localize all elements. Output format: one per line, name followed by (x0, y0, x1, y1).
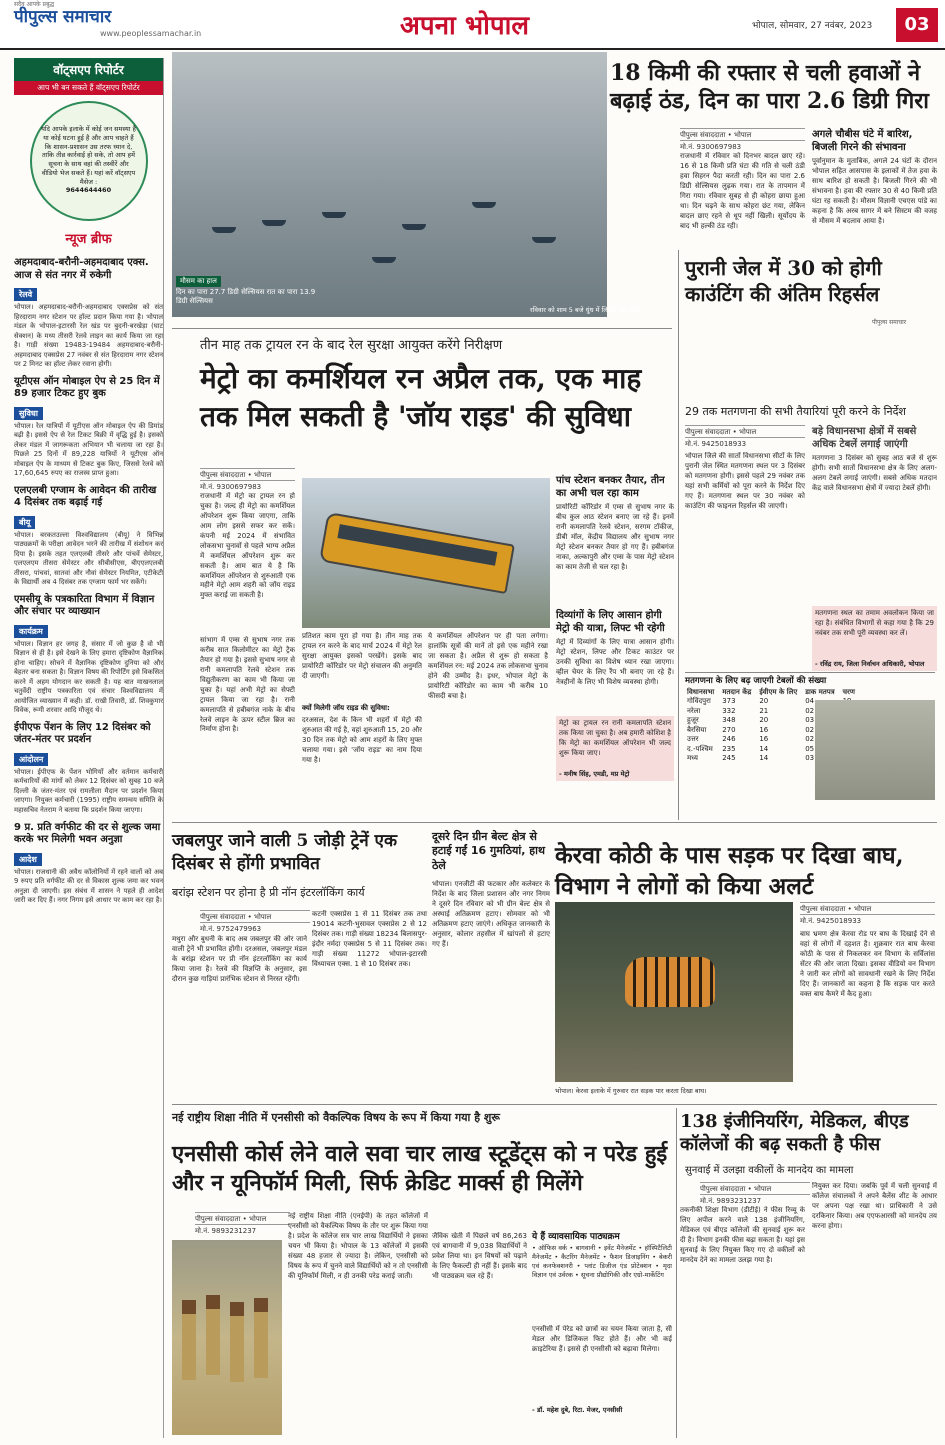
brief-headline[interactable]: एलएलबी एग्जाम के आवेदन की तारीख 4 दिसंबर तक बढ़ाई गई (14, 484, 157, 509)
boat-shape (372, 257, 396, 263)
table-cell: 03 (805, 754, 815, 763)
weather-byline: पीपुल्स संवाददाता • भोपाल (680, 128, 805, 140)
course-item: प्लांट डिजीज एंड प्रोटेक्शन (584, 1262, 652, 1271)
course-item: हॉस्पिटैलिटी मैनेजमेंट (532, 1243, 672, 1261)
table-header: चरण (842, 688, 855, 696)
table-cell: 21 (759, 706, 769, 715)
ncc-headline[interactable]: एनसीसी कोर्स लेने वाले सवा चार लाख स्टूडेंट्स को न परेड हुई और न यूनिफॉर्म मिली, सिर्फ क्रेडिट मार्क्स ही मिलेंगे (172, 1141, 668, 1196)
whatsapp-text: यदि आपके इलाके में कोई जन समस्या है या कोई घटना हुई है और आप चाहते हैं कि शासन-प्रशासन उस तरफ ध्यान दे, ताकि तीव्र कार्रवाई हो सके, तो आप हमें सूचना के साथ वहां की तस्वीरें और वीडियो भेज सकते हैं। यहां करें वॉट्सएप मैसेज : (41, 125, 136, 186)
jail-quote: मतगणना स्थल का तमाम अवलोकन किया जा रहा है। संबंधित विभागों से कहा गया है कि 29 नवंबर तक सभी पूरी व्यवस्था कर लें। (815, 609, 934, 637)
table-cell: 373 (722, 697, 736, 706)
metro-train-shape (319, 512, 515, 594)
jail-byline-block (685, 425, 805, 449)
metro-photo-caption: प्रतिशत काम पूरा हो गया है। तीन माह तक ट्रायल रन करने के बाद मार्च 2024 में मेट्रो रेल सुरक्षा आयुक्त इसको परखेंगे। इसके बाद प्रायोरिटी कॉरिडोर पर मेट्रो संचालन की अनुमति दी जाएगी। (302, 632, 422, 680)
brief-tag: रेलवे (14, 288, 37, 301)
divider (676, 1108, 677, 1438)
brief-text: भोपाल। अहमदाबाद-बरौनी-अहमदाबाद एक्सप्रेस को संत हिरदाराम नगर स्टेशन पर हॉल्ट प्रदान किया गया है। भोपाल मंडल के भोपाल-इटारसी रेल खंड पर बुदनी-बरखेड़ा (घाट सेक्शन) के मध्य तीसरी रेलवे लाइन का कार्य किया जा रहा है। गाड़ी संख्या 19483-19484 अहमदाबाद-बरौनी-अहमदाबाद एक्सप्रेस 27 नवंबर से संत हिरदाराम नगर स्टेशन पर 2 मिनट का हॉल्ट लेकर रवाना होगी। (14, 303, 163, 369)
ncc-sidebar (532, 1232, 672, 1281)
left-column (14, 58, 164, 1438)
brief-headline[interactable]: अहमदाबाद-बरौनी-अहमदाबाद एक्स. आज से संत नगर में रुकेगी (14, 257, 149, 281)
kerva-body: बाघ भ्रमण क्षेत्र केरवा रोड पर बाघ के दिखाई देने से वहां से लोगों में दहशत है। शुक्रवार रात बाघ केरवा कोठी के पास से निकलकर वन विभाग के सर्विलांस सेंटर की ओर जाता दिखा। इसका वीडियो वन विभाग ने जारी कर लोगों को सावधानी रखने के लिए निर्देश दिए हैं। जानकारों का कहना है कि सड़क पार करते वक्त बाघ कैमरे में कैद हुआ। (800, 930, 935, 998)
jail-quote-by: - रविंद्र राय, जिला निर्वाचन अधिकारी, भोपाल (815, 660, 925, 668)
table-cell: उत्तर (687, 735, 699, 744)
jail-table-title: मतगणना के लिए बढ़ जाएगी टेबलों की संख्या (685, 672, 935, 686)
metro-sidebar (556, 474, 674, 781)
table-cell: 332 (722, 706, 736, 715)
brief-headline[interactable]: ईपीएफ पेंशन के लिए 12 दिसंबर को जंतर-मंतर पर प्रदर्शन (14, 721, 151, 746)
weather-side-head: अगले चौबीस घंटे में बारिश, बिजली गिरने की संभावना (812, 129, 913, 153)
kerva-photo-caption: भोपाल। केरवा इलाके में गुरुवार रात सड़क पार करता दिखा बाघ। (555, 1087, 707, 1095)
boat-shape (402, 224, 426, 230)
whatsapp-reporter-subtitle: आप भी बन सकते हैं वॉट्सएप रिपोर्टर (14, 81, 163, 95)
brief-text: भोपाल। ईपीएफ के पेंशन भोगियों और वर्तमान कर्मचारी कर्मचारियों की मांगों को लेकर 12 दिसंबर को सुबह 10 बजे दिल्ली के जंतर-मंतर एवं रामलीला मैदान पर प्रदर्शन किया जाएगा। नियुक्त कर्मचारी (1995) राष्ट्रीय समन्वय समिति के महासचिव नेतराम ने बताया कि प्रदर्शन किया जाएगा। (14, 767, 163, 814)
greenbelt-headline[interactable]: दूसरे दिन ग्रीन बेल्ट क्षेत्र से हटाई गईं 16 गुमठियां, हाथ ठेले (432, 830, 545, 872)
table-cell: 20 (759, 716, 769, 725)
ncc-body: नई राष्ट्रीय शिक्षा नीति (एनईपी) के तहत कॉलेजों में एनसीसी को वैकल्पिक विषय के तौर पर शुरू किया गया है। प्रदेश के कॉलेज सत्र चार लाख विद्यार्थियों ने इसका चयन भी किया है। भोपाल के 13 कॉलेजों में इसकी संख्या 48 हजार से ज्यादा है। लेकिन, एनसीसी को विषय के रूप में चुनने वाले विद्यार्थियों को न तो एनसीसी की यूनिफॉर्म मिली, न ही उनकी परेड कराई जाती। (288, 1212, 428, 1280)
jail-mobile: मो.नं. 9425018933 (685, 437, 805, 449)
engineering-headline[interactable]: 138 इंजीनियरिंग, मेडिकल, बीएड कॉलेजों की बढ़ सकती है फीस (680, 1111, 909, 1156)
jail-subhead: 29 तक मतगणना की सभी तैयारियां पूरी करने के निर्देश (685, 405, 906, 418)
table-cell: मध्य (687, 754, 698, 763)
newspaper-logo[interactable]: पीपुल्स समाचार (14, 7, 112, 27)
table-cell: 14 (759, 754, 769, 763)
whatsapp-bubble (30, 101, 148, 221)
brief-item (14, 594, 163, 716)
table-cell: 14 (759, 744, 769, 753)
metro-side-head-2: दिव्यांगों के लिए आसान होगी मेट्रो की यात्रा, लिफ्ट भी रहेगी (556, 610, 665, 634)
table-cell: बैरसिया (687, 725, 707, 734)
table-header: ईवीएम के लिए (759, 688, 798, 696)
table-header: मतदान केंद्र (722, 688, 752, 696)
metro-body-2: सांभाग में एम्स से सुभाष नगर तक करीब सात किलोमीटर का मेट्रो ट्रैक तैयार हो गया है। इससे सुभाष नगर से रानी कमलापति रेलवे स्टेशन तक विद्युतीकरण का काम भी किया जा चुका है। यहां अभी मेट्रो का सेफ्टी ट्रायल किया जा रहा है। रानी कमलापति से हबीबगंज नाके के बीच रेलवे लाइन के ऊपर स्टील ब्रिज का निर्माण होना है। (200, 636, 295, 734)
jail-body: भोपाल जिले की सातों विधानसभा सीटों के लिए पुरानी जेल स्थित मतगणना स्थल पर 3 दिसंबर को मतगणना होगी। इससे पहले 29 नवंबर तक यहां सभी कर्मियों को पूरा करने के निर्देश दिए गए हैं। मतगणना स्थल पर 30 नवंबर को काउंटिंग की फाइनल रिहर्सल की जाएगी। (685, 452, 805, 510)
divider (172, 822, 937, 823)
metro-kicker: तीन माह तक ट्रायल रन के बाद रेल सुरक्षा आयुक्त करेंगे निरीक्षण (200, 338, 503, 353)
course-item: बागवानी (575, 1243, 596, 1252)
section-title: अपना भोपाल (400, 11, 529, 41)
kerva-headline[interactable]: केरवा कोठी के पास सड़क पर दिखा बाघ, विभाग ने लोगों को किया अलर्ट (555, 842, 904, 901)
metro-quote: मेट्रो का ट्रायल रन रानी कमलापति स्टेशन तक किया जा चुका है। अब हमारी कोशिश है कि मेट्रो का कमर्शियल ऑपरेशन भी जल्द शुरू किया जाए। (559, 719, 671, 757)
table-cell: 02 (805, 735, 815, 744)
lake-boats-photo[interactable] (172, 52, 607, 317)
ncc-body-2-anchor (330, 1380, 331, 1381)
metro-train-photo[interactable] (302, 478, 550, 628)
kerva-mobile: मो.नं. 9425018933 (800, 914, 935, 926)
jail-sidebar (812, 425, 937, 604)
page-number: 03 (896, 8, 938, 42)
table-cell: द.-पश्चिम (687, 744, 713, 753)
greenbelt-body: भोपाल। एनजीटी की फटकार और कलेक्टर के निर्देश के बाद जिला प्रशासन और नगर निगम ने दूसरे दिन रविवार को भी ग्रीन बेल्ट क्षेत्र से अस्थाई अतिक्रमण हटाए। सोमवार को भी अतिक्रमण हटाए जाएंगे। अधिकृत जानकारी के अनुसार, कोलार तहसील में खांपलों से हटाए गए हैं। (432, 880, 550, 948)
metro-quote-box (556, 716, 674, 781)
weather-body: राजधानी में रविवार को दिनभर बादल छाए रहे। 16 से 18 किमी प्रति घंटा की गति से चली ठंडी हवा सिहरन पैदा करती रही। दिन का पारा 2.6 डिग्री सेल्सियस लुढ़क गया। रात के तापमान में गिरा गया। रविवार सुबह से ही कोहरा छाया हुआ था। दिन चढ़ने के साथ कोहरा छंट गया, लेकिन बादल छाए रहने से धूप नहीं खिली। सूर्योदय के बाद भी हल्की ठंड रही। (680, 152, 805, 230)
divider (172, 1104, 937, 1105)
masthead (0, 0, 945, 50)
ncc-byline: पीपुल्स संवाददाता • भोपाल (195, 1212, 290, 1224)
engineering-body: तकनीकी शिक्षा विभाग (डीटीई) ने फीस रिव्यू के लिए अपील करने वाले 138 इंजीनियरिंग, मेडिकल एवं बीएड कॉलेजों की सुनवाई शुरू कर दी है। विभाग इनकी फीस बढ़ा सकता है। यहां इस सुनवाई के लिए नियुक्त किए गए दो वकीलों को मानदेय देने का मामला उलझ गया है। (680, 1206, 805, 1264)
ncc-quote-block (532, 1325, 672, 1414)
weather-byline-block (680, 128, 805, 152)
brief-text: भोपाल। विज्ञान हर जगह है, संसार में जो कुछ है वो भी विज्ञान से ही है। इसे देखने के लिए हमारा दृष्टिकोण वैज्ञानिक होना चाहिए। सोचने में वैज्ञानिक दृष्टिकोण दुनिया को और बेहतर बना सकता है। विज्ञान विषय की रिपोर्टिंग इसे विकसित करने में अहम योगदान कर सकती है। यह बात माखनलाल चतुर्वेदी राष्ट्रीय पत्रकारिता एवं संचार विश्वविद्यालय में आयोजित व्याख्यान में कही। डॉ. राखी तिवारी, डॉ. शिवकुमार विवेक, रूमी शरवार आदि मौजूद थे। (14, 639, 163, 715)
ncc-side-head: ये हैं व्यावसायिक पाठ्यक्रम (532, 1232, 620, 1242)
ncc-quote: एनसीसी में पेरेड को छात्रों का चयन किया जाता है, सी मेडल और डिजिकल फिट होते हैं। और भी कई क्राइटेरिया हैं। इससे ही एनसीसी को बढ़ावा मिलेगा। (532, 1325, 672, 1353)
weather-side-body: पूर्वानुमान के मुताबिक, अगले 24 घंटों के दौरान भोपाल सहित आसपास के इलाकों में तेज हवा के साथ बारिश हो सकती है। बिजली गिरने की भी संभावना है। हवा की रफ्तार 30 से 40 किमी प्रति घंटा रह सकती है। मौसम विज्ञानी एचएस पांडे का कहना है कि अरब सागर में बने सिस्टम की वजह से मौसम में बदलाव आया है। (812, 157, 937, 225)
table-cell: 16 (759, 725, 769, 734)
ncc-byline-block (195, 1212, 290, 1236)
table-cell: 04 (805, 697, 815, 706)
brief-item (14, 722, 163, 816)
metro-subhead: क्यों मिलेगी जॉय राइड की सुविधा: (302, 704, 390, 712)
brief-headline[interactable]: एमसीयू के पत्रकारिता विभाग में विज्ञान और संचार पर व्याख्यान (14, 593, 155, 618)
engineering-byline-block (700, 1182, 810, 1206)
brief-tag: सुविधा (14, 407, 43, 420)
police-photo[interactable] (815, 700, 935, 800)
engineering-mobile: मो.नं. 9893231237 (700, 1194, 810, 1206)
brief-item (14, 257, 163, 370)
cadet-shape (206, 1295, 220, 1375)
weather-photo-credit: रविवार को शाम 5 बजे धुंध में लिपटी बड़ी झील। (530, 306, 643, 314)
ncc-cadets-photo[interactable] (172, 1240, 282, 1435)
table-cell: 16 (759, 735, 769, 744)
cadet-shape (230, 1302, 244, 1382)
course-item: सूचना प्रौद्योगिकी और एग्रो-मार्केटिंग (580, 1271, 664, 1280)
jabalpur-mobile: मो.नं. 9752479963 (200, 922, 310, 934)
jail-headline[interactable]: पुरानी जेल में 30 को होगी काउंटिंग की अंतिम रिहर्सल (685, 256, 882, 306)
metro-body-1: राजधानी में मेट्रो का ट्रायल रन हो चुका है। जल्द ही मेट्रो का कमर्शियल ऑपरेशन शुरू किया जाएगा, ताकि आम लोग इससे सफर कर सकें। कंपनी मई 2024 में संभावित लोकसभा चुनावों से पहले भाग्य अप्रैल में कमर्शियल ऑपरेशन शुरू कर सकती है। आम बात ये है कि कमर्शियल ऑपरेशन से शुरुआती एक महीने मेट्रो आम शहरी को जॉय राइड मुफ्त कराई जा सकती है। (200, 492, 295, 600)
jabalpur-kicker: बरांझ स्टेशन पर होना है प्री नॉन इंटरलॉकिंग कार्य (172, 886, 365, 899)
jail-side-head: बड़े विधानसभा क्षेत्रों में सबसे अधिक टेबलें लगाई जाएंगी (812, 426, 917, 450)
course-item: मृदा विज्ञान एवं उर्वरक (532, 1262, 672, 1280)
brief-item (14, 822, 163, 906)
table-cell: 03 (805, 716, 815, 725)
engineering-subhead: सुनवाई में उलझा वकीलों के मानदेय का मामला (685, 1165, 854, 1176)
metro-byline: पीपुल्स संवाददाता • भोपाल (200, 468, 295, 480)
course-item: फैशन डिजाइनिंग (609, 1252, 650, 1261)
ncc-mobile: मो.नं. 9893231237 (195, 1224, 290, 1236)
course-item: कैटरिंग मैनेजमेंट (561, 1252, 600, 1261)
brief-tag: आंदोलन (14, 753, 48, 766)
metro-body-4: ये कमर्शियल ऑपरेशन पर ही पता लगेगा। हालांकि सूत्रों की मानें तो इसे एक महीने रखा जा सकता है। अप्रैल से शुरू हो सकता है कमर्शियल रन: मई 2024 तक लोकसभा चुनाव होने की उम्मीद है। इधर, भोपाल मेट्रो के प्रायोरिटी कॉरिडोर का काम भी करीब 10 फीसदी बचा है। (428, 632, 548, 700)
ncc-course-list: • ऑफिस वर्क • बागवानी • इवेंट मैनेजमेंट • हॉस्पिटैलिटी मैनेजमेंट • कैटरिंग मैनेजमेंट • फैशन डिजाइनिंग • बेकरी एवं कनफेक्शनरी • प्लांट डिजीज एंड प्रोटेक्शन • मृदा विज्ञान एवं उर्वरक • सूचना प्रौद्योगिकी और एग्रो-मार्केटिंग (532, 1243, 672, 1280)
metro-side-body: प्रायोरिटी कॉरिडोर में एम्स से सुभाष नगर के बीच कुल आठ स्टेशन बनाए जा रहे हैं। इनमें रानी कमलापति रेलवे स्टेशन, सरगम टॉकीज, डीबी मॉल, केंद्रीय विद्यालय और सुभाष नगर मेट्रो स्टेशन बनकर तैयार हो गए हैं। हबीबगंज नाका, अल्कापुरी और एम्स के पास मेट्रो स्टेशन का काम तेजी से चल रहा है। (556, 503, 674, 571)
course-item: ऑफिस वर्क (538, 1243, 568, 1252)
weather-mobile: मो.नं. 9300697983 (680, 140, 805, 152)
metro-side-body-2: मेट्रो में दिव्यांगों के लिए यात्रा आसान होगी। मेट्रो स्टेशन, लिफ्ट और टिकट काउंटर पर उनकी सुविधा का विशेष ध्यान रखा जाएगा। व्हील चेयर के लिए रैंप भी बनाए जा रहे हैं। नेत्रहीनों के लिए भी विशेष व्यवस्था होगी। (556, 638, 674, 686)
jail-byline: पीपुल्स संवाददाता • भोपाल (685, 425, 805, 437)
brief-tag: बीयू (14, 516, 35, 529)
engineering-byline: पीपुल्स संवाददाता • भोपाल (700, 1182, 810, 1194)
table-cell: गोविंदपुरा (687, 697, 711, 706)
engineering-body-2: नियुक्त कर दिया। जबकि पूर्व में चली सुनवाई में कॉलेज संचालकों ने अपने बैलेंस शीट के आधार पर अपना पक्ष रखा था। प्राधिकारी ने उसे दरकिनार किया। अब एएफआरसी को मानदेय तय करना होगा। (812, 1182, 937, 1230)
table-cell: 05 (805, 744, 815, 753)
whatsapp-reporter-title: वॉट्सएप रिपोर्टर (14, 58, 163, 81)
table-cell: 246 (722, 735, 736, 744)
jail-side-body: मतगणना 3 दिसंबर को सुबह आठ बजे से शुरू होगी। सभी सातों विधानसभा क्षेत्र के लिए अलग-अलग टेबलें लगाई जाएंगी। सबसे अधिक मतदान केंद्र वाले विधानसभा क्षेत्रों में ज्यादा टेबलें होंगी। (812, 454, 937, 492)
jabalpur-body-2: कटनी एक्सप्रेस 1 से 11 दिसंबर तक तथा 19014 कटनी-भुसावल एक्सप्रेस 2 से 12 दिसंबर तक। गाड़ी संख्या 18234 बिलासपुर-इंदौर नर्मदा एक्सप्रेस 5 से 11 दिसंबर तक। गाड़ी संख्या 11272 भोपाल-इटारसी विंध्याचल एक्स. 1 से 10 दिसंबर तक। (312, 910, 427, 968)
ncc-quote-by: - डॉ. महेश दुबे, रिटा. मेजर, एनसीसी (532, 1406, 623, 1414)
brief-item (14, 485, 163, 588)
metro-side-kicker: पांच स्टेशन बनकर तैयार, तीन का अभी चल रहा काम (556, 475, 665, 499)
jabalpur-headline[interactable]: जबलपुर जाने वाली 5 जोड़ी ट्रेनें एक दिसंबर से होंगी प्रभावित (172, 831, 398, 874)
boat-shape (322, 212, 346, 218)
table-cell: 02 (805, 706, 815, 715)
ncc-side-body: जैविक खेती में पिछले वर्ष 86,263 एवं बागवानी में 9,038 विद्यार्थियों ने प्रवेश लिया था। इन विषयों को पढ़ाने के लिए फैकल्टी ही नहीं हैं। इसके बाद भी पाठ्यक्रम चल रहे हैं। (432, 1232, 527, 1280)
ncc-kicker: नई राष्ट्रीय शिक्षा नीति में एनसीसी को वैकल्पिक विषय के रूप में किया गया है शुरू (172, 1111, 500, 1124)
table-cell: 245 (722, 754, 736, 763)
kerva-byline-block (800, 902, 935, 926)
metro-quote-by: - मनीष सिंह, एमडी, मप्र मेट्रो (559, 770, 630, 778)
boat-shape (262, 220, 286, 226)
table-cell: 20 (759, 697, 769, 706)
course-item: बेकरी एवं कनफेक्शनरी (532, 1252, 672, 1271)
table-cell: हुजूर (687, 716, 699, 725)
table-header: विधानसभा (687, 688, 715, 696)
brief-text: भोपाल। रेल यात्रियों में यूटीएस ऑन मोबाइल ऐप की डिमांड बढ़ी है। इससे ऐप से रेल टिकट बिक्री में वृद्धि हुई है। इसको लेकर मंडल में जागरूकता अभियान भी चलाया जा रहा है। पिछले 25 दिनों में 89,228 यात्रियों ने यूटीएस ऑन मोबाइल ऐप के माध्यम से टिकट बुक किए, जिससे रेलवे को 17,60,645 रुपए का राजस्व प्राप्त हुआ। (14, 421, 163, 478)
jabalpur-byline-block (200, 910, 310, 934)
table-cell: नरेला (687, 706, 701, 715)
jail-quote-box (812, 606, 937, 671)
brief-tag: आदेश (14, 853, 42, 866)
metro-headline[interactable]: मेट्रो का कमर्शियल रन अप्रैल तक, एक माह तक मिल सकती है 'जॉय राइड' की सुविधा (200, 362, 642, 433)
news-brief-title: न्यूज ब्रीफ (65, 232, 112, 247)
brand-tagline: सदैव आपके प्रबुद्ध (14, 1, 55, 8)
boat-shape (212, 227, 236, 233)
course-item: इवेंट मैनेजमेंट (603, 1243, 636, 1252)
table-cell: 270 (722, 725, 736, 734)
brief-item (14, 376, 163, 479)
brief-tag: कार्यक्रम (14, 625, 48, 638)
brief-headline[interactable]: 9 प्र. प्रति वर्गफीट की दर से शुल्क जमा करके भर मिलेगी भवन अनुज्ञा (14, 821, 161, 845)
table-cell: 235 (722, 744, 736, 753)
metro-body-3: दरअसल, देश के किन भी शहरों में मेट्रो की शुरुआत की गई है, वहां शुरुआती 15, 20 और 30 दिन तक मेट्रो को आम शहरों के लिए मुफ्त चलाया गया। इसे 'जॉय राइड' का नाम दिया गया है। (302, 716, 422, 764)
kerva-byline: पीपुल्स संवाददाता • भोपाल (800, 902, 935, 914)
whatsapp-number[interactable]: 9644644460 (65, 186, 112, 195)
jabalpur-body: मथुरा और बुधनी के बाद अब जबलपुर की ओर जाने वाली ट्रेनें भी प्रभावित होंगी। दरअसल, जबलपुर मंडल के बरांझ स्टेशन पर प्री नॉन इंटरलॉकिंग का कार्य किया जाना है। रेलवे की विज्ञप्ति के अनुसार, इस दौरान कुछ गाड़ियां प्रारंभिक स्टेशन से निरस्त रहेंगी। (172, 935, 307, 983)
weather-headline[interactable]: 18 किमी की रफ्तार से चली हवाओं ने बढ़ाई ठंड, दिन का पारा 2.6 डिग्री गिरा (610, 60, 929, 114)
metro-mobile: मो.नं. 9300697983 (200, 480, 295, 492)
weather-photo-caption: दिन का पारा 27.7 डिग्री सेल्सियस रात का पारा 13.9 डिग्री सेल्सियस (176, 288, 316, 306)
metro-byline-block (200, 468, 295, 492)
brief-headline[interactable]: यूटीएस ऑन मोबाइल ऐप से 25 दिन में 89 हजार टिकट हुए बुक (14, 375, 160, 400)
table-cell: 348 (722, 716, 736, 725)
dateline: भोपाल, सोमवार, 27 नवंबर, 2023 (752, 21, 873, 31)
brief-text: भोपाल। बरकतउल्ला विश्वविद्यालय (बीयू) ने विभिन्न पाठ्यक्रमों के परीक्षा आवेदन भरने की तारीख में संशोधन कर दिया है। इसके तहत एलएलबी तीसरे और पांचवें सेमेस्टर, एलएलएम तीसरा सेमेस्टर और सीबीसीएस, बीएएलएलबी तीसरा, पांचवां, सातवां और नौवां सेमेस्टर नियमित, एटीकेटी के विद्यार्थी अब 4 दिसंबर तक एग्जाम फार्म भर सकेंगे। (14, 530, 163, 587)
jabalpur-byline: पीपुल्स संवाददाता • भोपाल (200, 910, 310, 922)
cadet-shape (182, 1300, 196, 1380)
brief-text: भोपाल। राजधानी की अवैध कॉलोनियों में रहने वालों को अब 9 रुपए प्रति वर्गफीट की दर से विकास शुल्क जमा कर भवन अनुज्ञा दी जाएगी। इस संबंध में शासन ने पहले ही आदेश जारी कर दिए हैं। नगर निगम इसे आधार पर काम कर रहा है। (14, 867, 163, 905)
boat-shape (532, 237, 556, 243)
tiger-shape (625, 957, 715, 1007)
table-header: डाक मतपत्र (805, 688, 835, 696)
website-url[interactable]: www.peoplessamachar.in (100, 29, 202, 38)
cadet-shape (254, 1298, 268, 1378)
divider (678, 250, 679, 820)
divider (172, 328, 672, 329)
weather-photo-label: मौसम का हाल (176, 276, 221, 287)
boat-shape (472, 202, 496, 208)
weather-credit-mark: पीपुल्स समाचार (872, 319, 907, 326)
table-cell: 02 (805, 725, 815, 734)
